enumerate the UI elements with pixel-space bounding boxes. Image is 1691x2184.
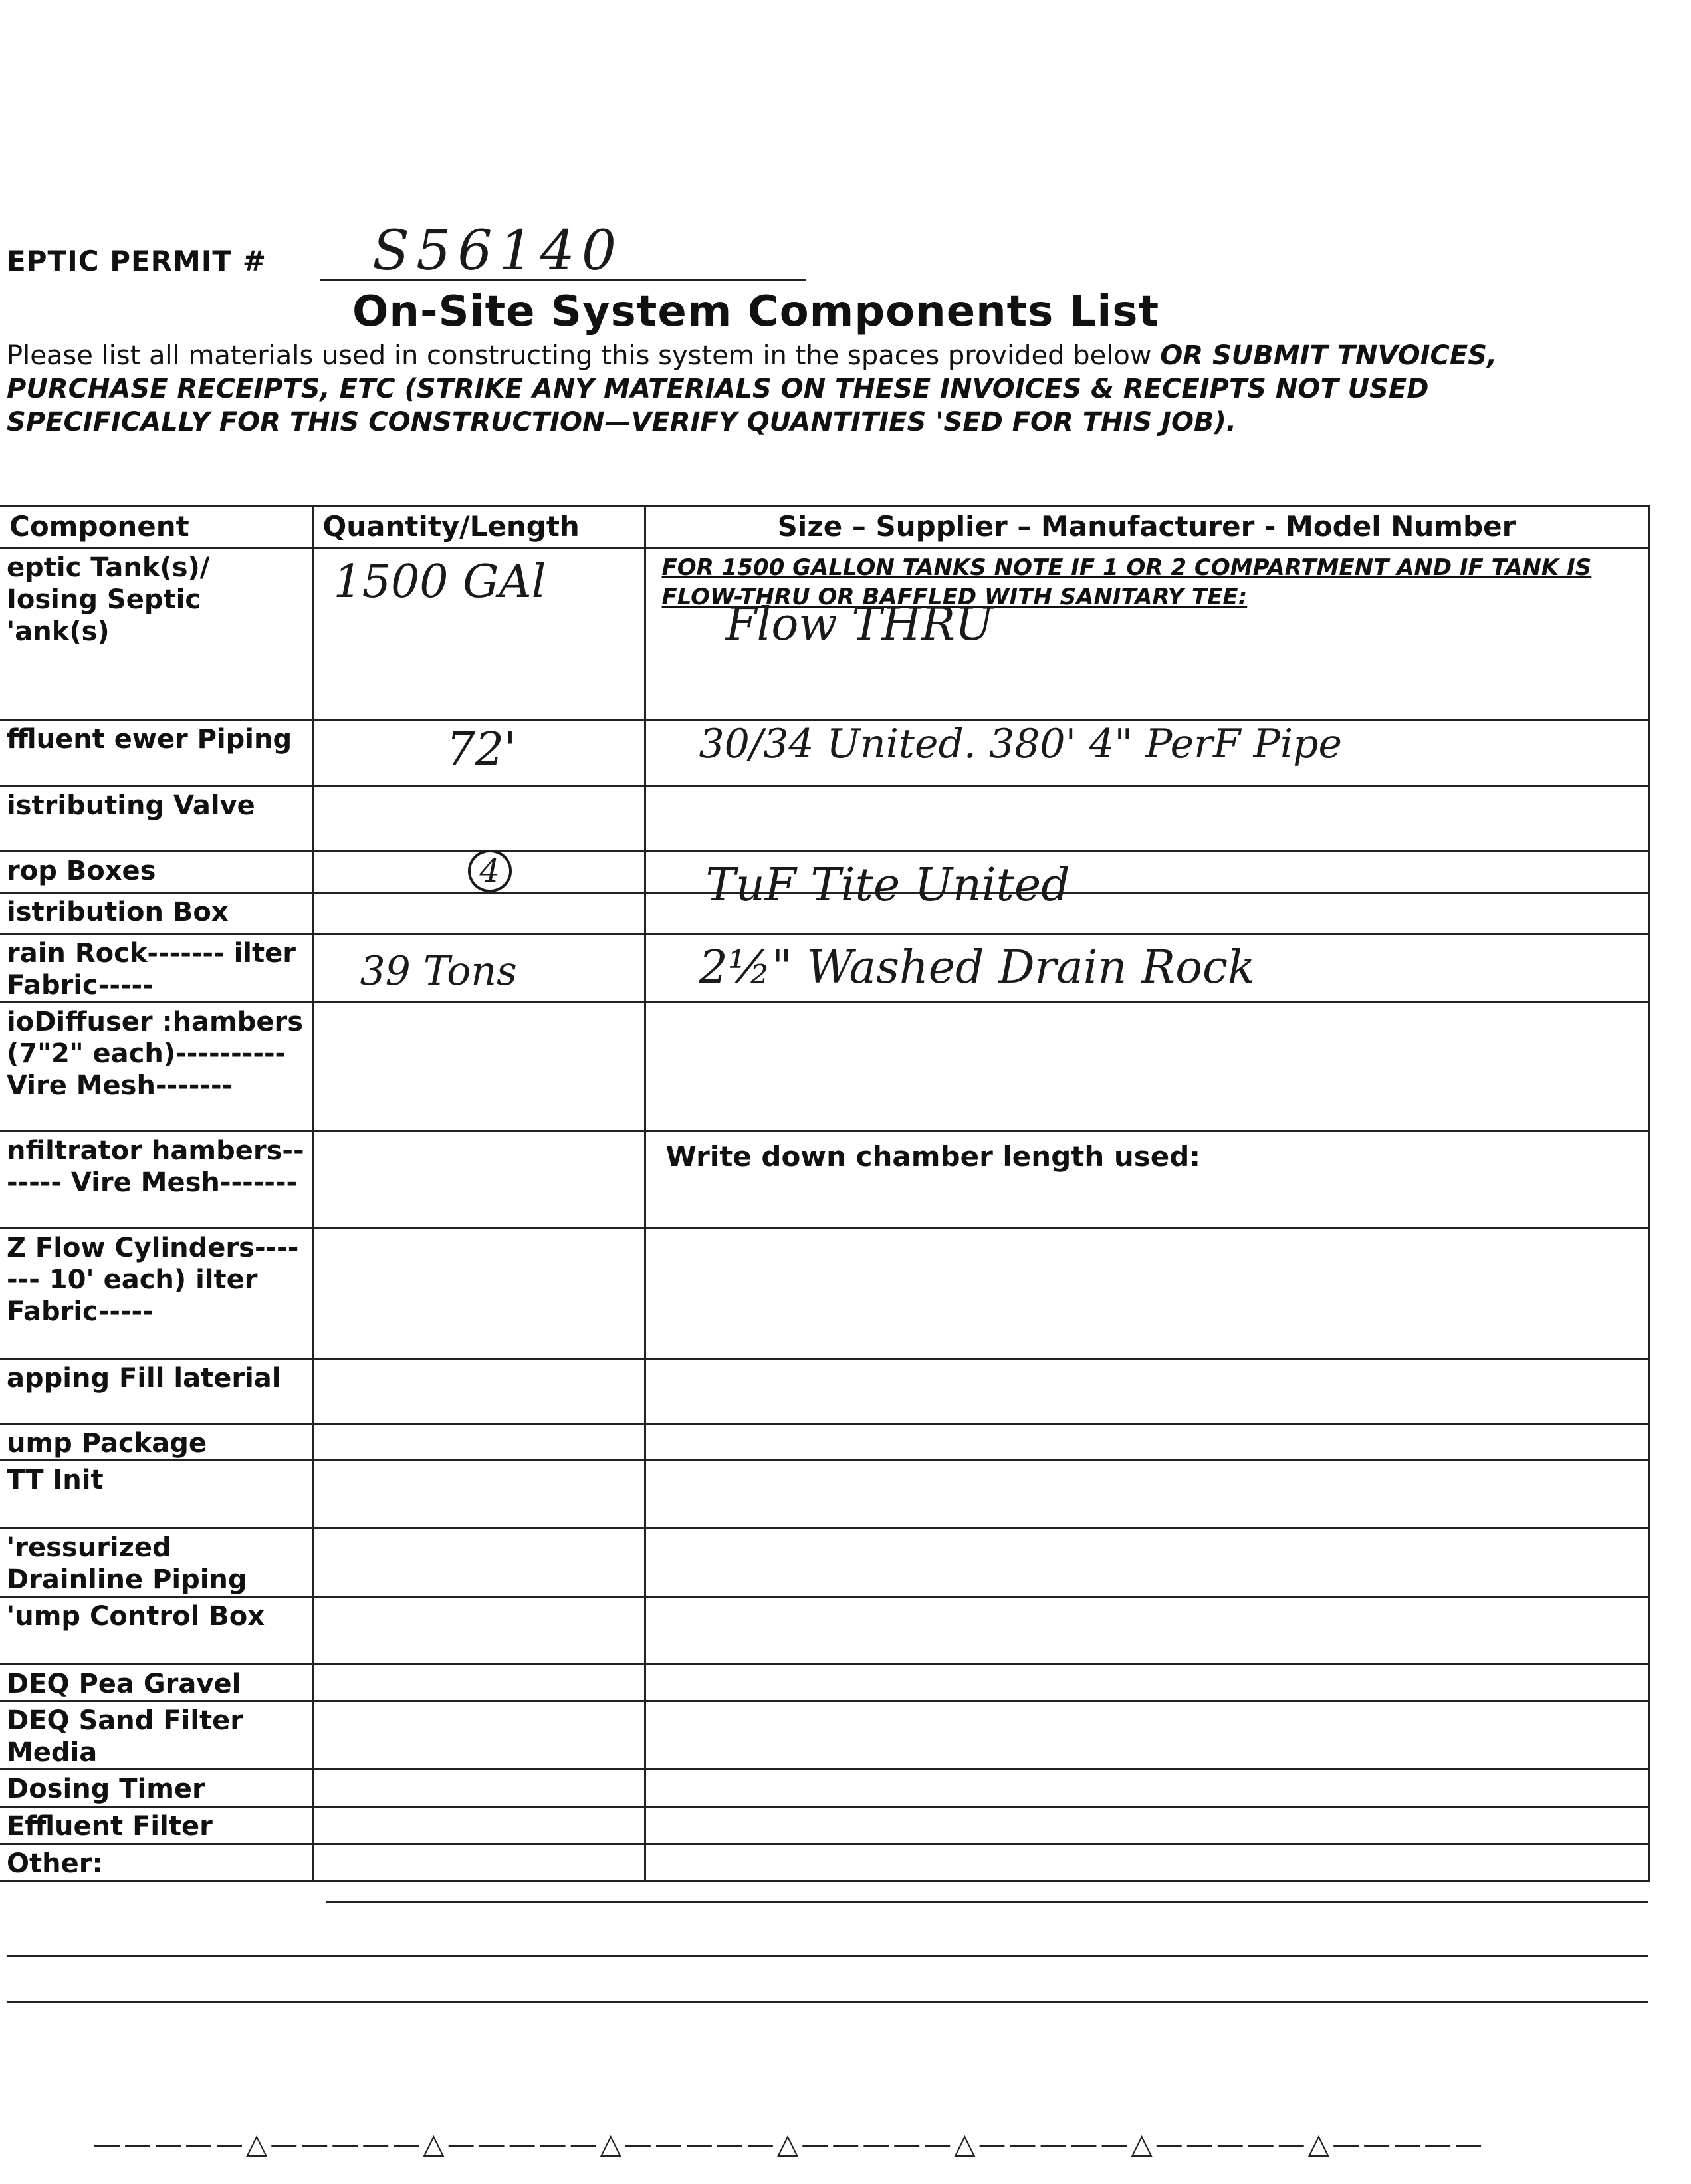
table-row	[0, 548, 1648, 720]
row-component: 'ump Control Box	[0, 1597, 312, 1665]
table-row	[0, 1424, 1648, 1461]
row-component: istributing Valve	[0, 787, 312, 852]
table-row	[0, 1528, 1648, 1597]
row-size[interactable]	[645, 1528, 1648, 1597]
row-quantity[interactable]	[312, 1597, 645, 1665]
row-quantity[interactable]	[312, 1003, 645, 1132]
table-row	[0, 1665, 1648, 1701]
row-quantity[interactable]	[312, 1770, 645, 1807]
components-table	[0, 505, 1648, 1882]
row-component: ioDiffuser :hambers (7"2" each)---------- Vire Mesh-------	[0, 1003, 312, 1132]
table-row	[0, 787, 1648, 852]
quantity-handwritten: 72'	[446, 723, 516, 776]
quantity-handwritten: 39 Tons	[360, 948, 517, 995]
row-quantity[interactable]	[312, 1132, 645, 1229]
row-component: rain Rock------- ilter Fabric-----	[0, 934, 312, 1003]
row-size[interactable]	[645, 1132, 1648, 1229]
other-line	[7, 1955, 1648, 1957]
instructions-plain: Please list all materials used in constructing this system in the spaces provided below	[7, 340, 1161, 371]
size-handwritten: TuF Tite United	[705, 859, 1070, 911]
row-quantity[interactable]	[312, 893, 645, 934]
row-size[interactable]	[645, 934, 1648, 1003]
table-row	[0, 1229, 1648, 1359]
row-quantity[interactable]	[312, 1424, 645, 1461]
row-size[interactable]	[645, 1229, 1648, 1359]
row-size[interactable]	[645, 893, 1648, 934]
row-component: istribution Box	[0, 893, 312, 934]
table-row	[0, 1461, 1648, 1528]
row-component: rop Boxes	[0, 852, 312, 893]
row-component: ffluent ewer Piping	[0, 720, 312, 787]
table-row	[0, 1597, 1648, 1665]
table-row	[0, 893, 1648, 934]
row-component: Z Flow Cylinders------- 10' each) ilter Fabric-----	[0, 1229, 312, 1359]
row-component: 'ressurized Drainline Piping	[0, 1528, 312, 1597]
table-row	[0, 852, 1648, 893]
row-component: nfiltrator hambers------- Vire Mesh-------	[0, 1132, 312, 1229]
row-size[interactable]	[645, 1770, 1648, 1807]
row-component: eptic Tank(s)/ Iosing Septic 'ank(s)	[0, 548, 312, 720]
footer-marks: —————△—————△—————△—————△—————△—————△—————△—————	[93, 2127, 1486, 2160]
row-component: ump Package	[0, 1424, 312, 1461]
quantity-handwritten: 4	[468, 850, 512, 892]
row-quantity[interactable]	[312, 720, 645, 787]
header-size: Size – Supplier – Manufacturer - Model Number	[645, 507, 1648, 548]
row-size[interactable]	[645, 1461, 1648, 1528]
row-size[interactable]	[645, 1003, 1648, 1132]
row-quantity[interactable]	[312, 1807, 645, 1844]
row-quantity[interactable]	[312, 1461, 645, 1528]
row-size[interactable]	[645, 1701, 1648, 1770]
table-row	[0, 1844, 1648, 1881]
header-quantity: Quantity/Length	[312, 507, 645, 548]
row-size[interactable]	[645, 720, 1648, 787]
table-row	[0, 1359, 1648, 1424]
table-row	[0, 1132, 1648, 1229]
page-title: On-Site System Components List	[352, 287, 1160, 336]
instructions-emphasis: OR SUBMIT TNVOICES, PURCHASE RECEIPTS, ETC (STRIKE ANY MATERIALS ON THESE INVOICES & RECEIPTS NOT USED SPECIFICALLY FOR THIS CONSTRUCTION—VERIFY QUANTITIES 'SED FOR THIS JOB).	[7, 340, 1498, 437]
instructions	[7, 339, 1629, 439]
table-row	[0, 1003, 1648, 1132]
permit-number: S56140	[372, 219, 623, 283]
chamber-length-prompt: Write down chamber length used:	[665, 1140, 1201, 1173]
row-quantity[interactable]	[312, 934, 645, 1003]
header-component: Component	[0, 507, 312, 548]
row-size[interactable]	[645, 548, 1648, 720]
row-component: TT Init	[0, 1461, 312, 1528]
row-quantity[interactable]	[312, 548, 645, 720]
row-size[interactable]	[645, 1844, 1648, 1881]
row-size[interactable]	[645, 787, 1648, 852]
row-quantity[interactable]	[312, 1229, 645, 1359]
tank-note: FOR 1500 GALLON TANKS NOTE IF 1 OR 2 COMPARTMENT AND IF TANK IS FLOW-THRU OR BAFFLED WITH SANITARY TEE:	[661, 554, 1592, 610]
row-quantity[interactable]	[312, 1701, 645, 1770]
row-quantity[interactable]	[312, 1359, 645, 1424]
row-quantity[interactable]	[312, 1665, 645, 1701]
table-row	[0, 1807, 1648, 1844]
row-quantity[interactable]	[312, 1844, 645, 1881]
other-line	[326, 1901, 1648, 1903]
row-size[interactable]	[645, 852, 1648, 911]
row-size[interactable]	[645, 1597, 1648, 1665]
row-quantity[interactable]	[312, 787, 645, 852]
row-component: DEQ Sand Filter Media	[0, 1701, 312, 1770]
row-quantity[interactable]	[312, 1528, 645, 1597]
row-component: Dosing Timer	[0, 1770, 312, 1807]
table-row	[0, 1770, 1648, 1807]
size-handwritten: Flow THRU	[725, 598, 994, 651]
row-component: Other:	[0, 1844, 312, 1881]
quantity-handwritten: 1500 GAl	[333, 556, 546, 608]
table-row	[0, 934, 1648, 1003]
row-size[interactable]	[645, 1807, 1648, 1844]
other-line	[7, 2001, 1648, 2003]
row-size[interactable]	[645, 1665, 1648, 1701]
row-size[interactable]	[645, 1424, 1648, 1461]
table-row	[0, 720, 1648, 787]
table-row	[0, 1701, 1648, 1770]
size-handwritten: 30/34 United. 380' 4" PerF Pipe	[699, 721, 1343, 767]
row-size[interactable]	[645, 1359, 1648, 1424]
row-component: DEQ Pea Gravel	[0, 1665, 312, 1701]
row-quantity[interactable]	[312, 852, 645, 893]
row-component: apping Fill laterial	[0, 1359, 312, 1424]
row-component: Effluent Filter	[0, 1807, 312, 1844]
permit-label: EPTIC PERMIT #	[7, 245, 267, 277]
size-handwritten: 2½" Washed Drain Rock	[699, 941, 1256, 994]
